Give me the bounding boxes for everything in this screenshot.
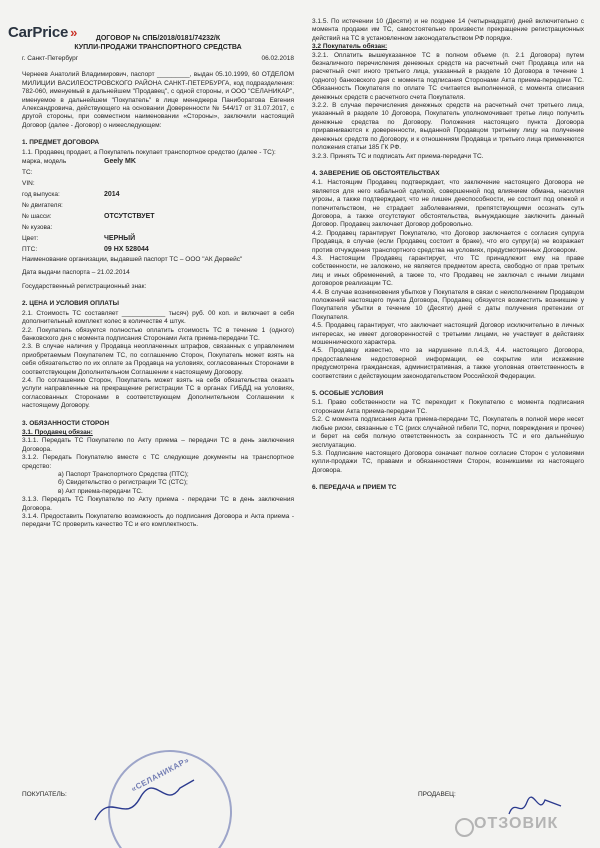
paragraph-2-1: 2.1. Стоимость ТС составляет ____________ тысяч) руб. 00 коп. и включает в себя дополнительный комплект колес в количестве 4 штук. — [22, 309, 294, 326]
paragraph-3-1-5: 3.1.5. По истечении 10 (Десяти) и не позднее 14 (четырнадцати) дней включительно с момента продажи им ТС, самостоятельно произвести прекращение регистрационных действий на ТС в установленном законодательством РФ порядке. — [312, 18, 584, 42]
seller-signature-label: ПРОДАВЕЦ: — [418, 791, 456, 798]
vehicle-row: марка, модель Geely MK — [22, 158, 136, 166]
contract-type: КУПЛИ-ПРОДАЖИ ТРАНСПОРТНОГО СРЕДСТВА — [74, 44, 242, 51]
paragraph-3-2-2: 3.2.2. В случае перечисления денежных средств на расчетный счет третьего лица, указанный в разделе 10 Договора, Покупатель уполномочивает третье лицо получить денежные средства по Договору. Положения настоящего пункта Договора приравниваются к доверенности, выданной Продавцом третьему лицу на получение денежных средств по Договору, и к отношениям Продавца и третьего лица применяются положения статьи 185 ГК РФ. — [312, 102, 584, 152]
buyer-signature-label: ПОКУПАТЕЛЬ: — [22, 791, 67, 798]
document-title — [22, 34, 294, 52]
section-6-title: 6. ПЕРЕДАЧА и ПРИЕМ ТС — [312, 484, 397, 492]
doc-item: а) Паспорт Транспортного Средства (ПТС); — [58, 471, 189, 478]
paragraph-2-4: 2.4. По соглашению Сторон, Покупатель может взять на себя обязательства оказать услуги направленные на прекращение регистрации ТС в органах ГИБДД на условиях, согласованных Сторонами в соответствующем Дополнительном Соглашении к настоящему Договору. — [22, 376, 294, 410]
otzovik-watermark: ОТЗОВИК — [474, 815, 559, 832]
registration-sign: Государственный регистрационный знак: — [22, 282, 147, 290]
vehicle-row: Цвет: ЧЕРНЫЙ — [22, 235, 136, 243]
paragraph-2-2: 2.2. Покупатель обязуется полностью оплатить стоимость ТС в течение 1 (одного) банковского дня с момента подписания Сторонами Акта приема-передачи ТС. — [22, 326, 294, 342]
paragraph-3-2-3: 3.2.3. Принять ТС и подписать Акт приема-передачи ТС. — [312, 152, 484, 160]
vehicle-details — [22, 157, 294, 256]
stamp-text: «СЕЛАНИКАР» — [129, 755, 191, 794]
pts-date: Дата выдачи паспорта – 21.02.2014 — [22, 269, 130, 277]
vehicle-row: VIN: — [22, 180, 35, 188]
section-5-title: 5. ОСОБЫЕ УСЛОВИЯ — [312, 390, 384, 398]
intro-paragraph: Чернеев Анатолий Владимирович, паспорт _________, выдан 05.10.1999, 60 ОТДЕЛОМ МИЛИЦИИ ВАСИЛЕОСТРОВСКОГО РАЙОНА САНКТ-ПЕТЕРБУРГА, код подразделения: 782-060, именуемый в дальнейшем "Продавец", с одной стороны, и ООО "СЕЛАНИКАР", именуемое в дальнейшем "Покупатель" в лице менеджера Паниборатова Евгения Александровича, действующего на основании Доверенности № 544/17 от 31.07.2017, с другой стороны, при совместном наименовании «Стороны», заключили настоящий Договор (далее - Договор) о нижеследующем: — [22, 71, 294, 129]
section-3-title: 3. ОБЯЗАННОСТИ СТОРОН — [22, 419, 110, 427]
section-1-title: 1. ПРЕДМЕТ ДОГОВОРА — [22, 139, 100, 147]
paragraph-4-2: 4.2. Продавец гарантирует Покупателю, что Договор заключается с согласия супруга Продавца, в случае (если Продавец состоит в браке), что его супруг(а) не возражает против отчуждения транспортного средства на условиях, предусмотренных Договором. — [312, 229, 584, 254]
vehicle-row: ТС: — [22, 169, 33, 177]
paragraph-5-1: 5.1. Право собственности на ТС переходит к Покупателю с момента подписания сторонами Акта приема-передачи ТС. — [312, 399, 584, 415]
buyer-signature — [90, 770, 200, 830]
vehicle-row: № двигателя: — [22, 202, 63, 210]
paragraph-2-3: 2.3. В случае наличия у Продавца неоплаченных штрафов, связанных с управлением приобретаемым Покупателем ТС, по соглашению Сторон, Покупатель может взять на себя обязательство по их оплате за Продавца на условиях, согласованных Сторонами в соответствующем Дополнительном Соглашении к настоящему Договору. — [22, 343, 294, 376]
city-date-line — [22, 55, 294, 63]
contract-date: 06.02.2018 — [261, 55, 294, 62]
chevron-right-icon: » — [70, 25, 78, 40]
doc-item: в) Акт приема-передачи ТС. — [58, 487, 143, 495]
paragraph-1-1: 1.1. Продавец продает, а Покупатель покупает транспортное средство (далее - ТС): — [22, 148, 276, 156]
contract-number: ДОГОВОР № СПБ/2018/0181/74232/К — [95, 35, 221, 42]
doc-item: б) Свидетельство о регистрации ТС (СТС); — [58, 479, 188, 487]
paragraph-4-4: 4.4. В случае возникновения убытков у Покупателя в связи с неисполнением Продавцом положений настоящего пункта Договора, Продавец обязуется возместить возникшие у Покупателя убытки в течение 10 (Десяти) дней с даты получения претензии от Покупателя. — [312, 288, 584, 321]
paragraph-3-1-4: 3.1.4. Предоставить Покупателю возможность до подписания Договора и Акта приема - передачи ТС проверить качество ТС и его комплектность. — [22, 513, 294, 529]
paragraph-4-5: 4.5. Продавец гарантирует, что заключает настоящий Договор исключительно в личных интересах, не имеет договоренностей с третьими лицами, не участвует в действиях мошеннического характера. — [312, 322, 584, 347]
paragraph-5-2: 5.2. С момента подписания Акта приема-передачи ТС, Покупатель в полной мере несет любые риски, связанные с ТС (риск случайной гибели ТС, порчи, повреждения и прочее) и берет на себя полную ответственность за сохранность ТС и его дальнейшую эксплуатацию. — [312, 416, 584, 449]
subsection-3-2: 3.2 Покупатель обязан: — [312, 43, 388, 51]
vehicle-row: ПТС: 09 НХ 528044 — [22, 246, 149, 254]
vehicle-row: № кузова: — [22, 224, 53, 232]
paragraph-3-1-3: 3.1.3. Передать ТС Покупателю по Акту приема - передачи ТС в день заключения Договора. — [22, 496, 294, 512]
pts-issuer: Наименование организации, выдавшей паспорт ТС – ООО "АК Дервейс" — [22, 256, 243, 264]
paragraph-4-5b: 4.5. Продавцу известно, что за нарушение п.п.4.3, 4.4. настоящего Договора, предоставление недостоверной информации, ее сокрытие или искажение предусмотрена гражданская, административная, а также уголовная ответственность в соответствии с действующим законодательством Российской Федерации. — [312, 347, 584, 380]
section-2-title: 2. ЦЕНА И УСЛОВИЯ ОПЛАТЫ — [22, 300, 120, 308]
vehicle-row: № шасси: ОТСУТСТВУЕТ — [22, 213, 155, 221]
left-column — [22, 34, 294, 530]
section-4-title: 4. ЗАВЕРЕНИЕ ОБ ОБСТОЯТЕЛЬСТВАХ — [312, 169, 440, 177]
watermark-icon — [455, 818, 474, 837]
carprice-logo: CarPrice » — [8, 24, 78, 41]
city: г. Санкт-Петербург — [22, 55, 79, 62]
subsection-3-1: 3.1. Продавец обязан: — [22, 428, 93, 436]
paragraph-3-1-2: 3.1.2. Передать Покупателю вместе с ТС следующие документы на транспортное средство: — [22, 454, 294, 470]
paragraph-5-3: 5.3. Подписание настоящего Договора означает полное согласие Сторон с условиями купли-продажи ТС, правами и обязанностями Сторон, возникшими из настоящего Договора. — [312, 449, 584, 474]
paragraph-3-2-1: 3.2.1. Оплатить вышеуказанное ТС в полном объеме (п. 2.1 Договора) путем безналичного перечисления денежных средств на расчетный счет Продавца или на расчетный счет иного третьего лица, указанный в разделе 10 Договора в течение 1 (одного) банковского дня с момента подписания Сторонами Акта приема-передачи ТС. Обязанность Покупателя по оплате ТС считается выполненной, с момента списания денежных средств с расчетного счета Покупателя. — [312, 51, 584, 101]
vehicle-row: год выпуска: 2014 — [22, 191, 120, 199]
paragraph-4-3: 4.3. Настоящим Продавец гарантирует, что ТС принадлежит ему на праве собственности, не заложено, не является предметом ареста, свободно от прав третьих лиц и иных обременений, а также то, что Продавец не заключал с иными лицами договоров реализации ТС. — [312, 254, 584, 288]
right-column — [312, 18, 584, 494]
paragraph-3-1-1: 3.1.1. Передать ТС Покупателю по Акту приема – передачи ТС в день заключения Договора. — [22, 437, 294, 453]
paragraph-4-1: 4.1. Настоящим Продавец подтверждает, что заключение настоящего Договора не является для него кабальной сделкой, совершенной под влиянием обмана, насилия угрозы, а также подтверждает, что не лишен дееспособности, не состоит под опекой и попечительством, не страдает заболеваниями, препятствующими осознать суть Договора, а также отсутствуют обстоятельства, вынуждающие заключить данный Договор. Продавец заключает Договор добровольно. — [312, 179, 584, 229]
